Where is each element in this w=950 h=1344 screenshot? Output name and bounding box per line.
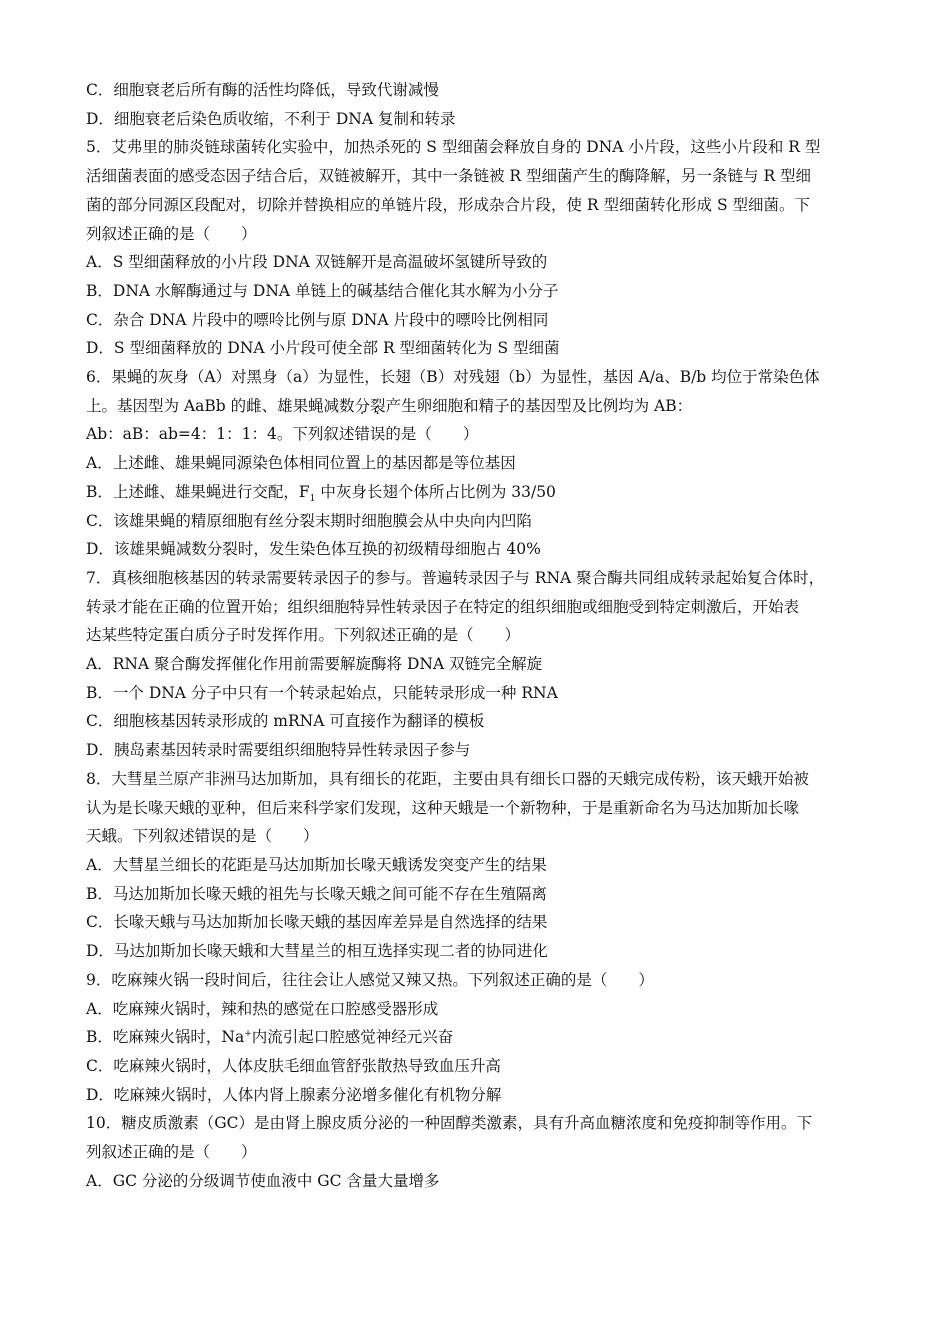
text-line: D．细胞衰老后染色质收缩，不利于 DNA 复制和转录 <box>86 109 456 128</box>
option-a: A．GC 分泌的分级调节使血液中 GC 含量大量增多 <box>86 1171 440 1190</box>
emphasis-char: 误 <box>210 827 226 846</box>
emphasis-char: 错 <box>194 827 211 846</box>
text-line: 达某些特定蛋白质分子时发挥作用。下列叙述正确的是（ ） <box>86 626 521 645</box>
option-a: A．上述雌、雄果蝇同源染色体相同位置上的基因都是等位基因 <box>86 454 516 473</box>
option-b: B．DNA 水解酶通过与 DNA 单链上的碱基结合催化其水解为小分子 <box>86 281 559 300</box>
question-7-stem: 7．真核细胞核基因的转录需要转录因子的参与。普遍转录因子与 RNA 聚合酶共同组成转录起始复合体时， <box>86 568 825 587</box>
question-6-stem: 6．果蝇的灰身（A）对黑身（a）为显性，长翅（B）对残翅（b）为显性，基因 A/a、B/b 均位于常染色体 <box>86 368 820 387</box>
text-line: 转录才能在正确的位置开始；组织细胞特异性转录因子在特定的组织细胞或细胞受到特定刺激后，开始表 <box>86 597 800 616</box>
option-a: A．S 型细菌释放的小片段 DNA 双链解开是高温破坏氢键所导致的 <box>86 253 548 272</box>
option-a: A．吃麻辣火锅时，辣和热的感觉在口腔感受器形成 <box>86 999 439 1018</box>
option-b: B．一个 DNA 分子中只有一个转录起始点，只能转录形成一种 RNA <box>86 683 558 702</box>
text-line: 菌的部分同源区段配对，切除并替换相应的单链片段，形成杂合片段，使 R 型细菌转化形成 S 型细菌。下 <box>86 195 811 214</box>
option-d: D．胰岛素基因转录时需要组织细胞特异性转录因子参与 <box>86 741 471 760</box>
option-a: A．RNA 聚合酶发挥催化作用前需要解旋酶将 DNA 双链完全解旋 <box>86 655 543 674</box>
question-10-stem: 10．糖皮质激素（GC）是由肾上腺皮质分泌的一种固醇类激素，具有升高血糖浓度和免疫抑制等作用。下 <box>86 1114 812 1133</box>
question-5-stem: 5．艾弗里的肺炎链球菌转化实验中，加热杀死的 S 型细菌会释放自身的 DNA 小片段，这些小片段和 R 型 <box>86 138 821 157</box>
text-line: C．细胞衰老后所有酶的活性均降低，导致代谢减慢 <box>86 81 439 99</box>
emphasis-char: 误 <box>369 425 386 444</box>
option-b: B．上述雌、雄果蝇进行交配，$F_1$ 中灰身长翅个体所占比例为 33/50 <box>86 482 556 504</box>
option-d: D．S 型细菌释放的 DNA 小片段可使全部 R 型细菌转化为 S 型细菌 <box>86 339 560 358</box>
option-b: B．马达加斯加长喙天蛾的祖先与长喙天蛾之间可能不存在生殖隔离 <box>86 884 547 903</box>
option-c: C．该雄果蝇的精原细胞有丝分裂末期时细胞膜会从中央向内凹陷 <box>86 511 532 530</box>
option-a: A．大彗星兰细长的花距是马达加斯加长喙天蛾诱发突变产生的结果 <box>86 855 547 874</box>
option-d: D．吃麻辣火锅时，人体内肾上腺素分泌增多催化有机物分解 <box>86 1085 502 1104</box>
option-c: C．长喙天蛾与马达加斯加长喙天蛾的基因库差异是自然选择的结果 <box>86 913 548 932</box>
option-b: B．吃麻辣火锅时，Na+内流引起口腔感觉神经元兴奋 <box>86 1028 454 1047</box>
text-line: 列叙述正确的是（ ） <box>86 224 257 243</box>
option-c: C．杂合 DNA 片段中的嘌呤比例与原 DNA 片段中的嘌呤比例相同 <box>86 310 549 329</box>
emphasis-char: 错 <box>354 425 370 444</box>
option-d: D．马达加斯加长喙天蛾和大彗星兰的相互选择实现二者的协同进化 <box>86 942 548 961</box>
text-line: 天蛾。下列叙述错误的是（ ） <box>86 822 878 851</box>
option-d: D．该雄果蝇减数分裂时，发生染色体互换的初级精母细胞占 40% <box>86 540 541 559</box>
text-line: Ab：aB：ab=4：1：1：4。下列叙述错误的是（ ） <box>86 420 878 449</box>
document-page <box>86 76 878 1195</box>
option-c: C．吃麻辣火锅时，人体皮肤毛细血管舒张散热导致血压升高 <box>86 1056 501 1075</box>
text-line: 活细菌表面的感受态因子结合后，双链被解开，其中一条链被 R 型细菌产生的酶降解，另一条链与 R 型细 <box>86 167 812 186</box>
question-9-stem: 9．吃麻辣火锅一段时间后，往往会让人感觉又辣又热。下列叙述正确的是（ ） <box>86 970 654 989</box>
text-line: 认为是长喙天蛾的亚种，但后来科学家们发现，这种天蛾是一个新物种，于是重新命名为马达加斯加长喙 <box>86 798 800 817</box>
text-line: 列叙述正确的是（ ） <box>86 1143 257 1162</box>
option-c: C．细胞核基因转录形成的 mRNA 可直接作为翻译的模板 <box>86 712 485 731</box>
question-8-stem: 8．大彗星兰原产非洲马达加斯加，具有细长的花距，主要由具有细长口器的天蛾完成传粉，该天蛾开始被 <box>86 769 809 788</box>
text-line: 上。基因型为 AaBb 的雌、雄果蝇减数分裂产生卵细胞和精子的基因型及比例均为 AB： <box>86 396 693 415</box>
